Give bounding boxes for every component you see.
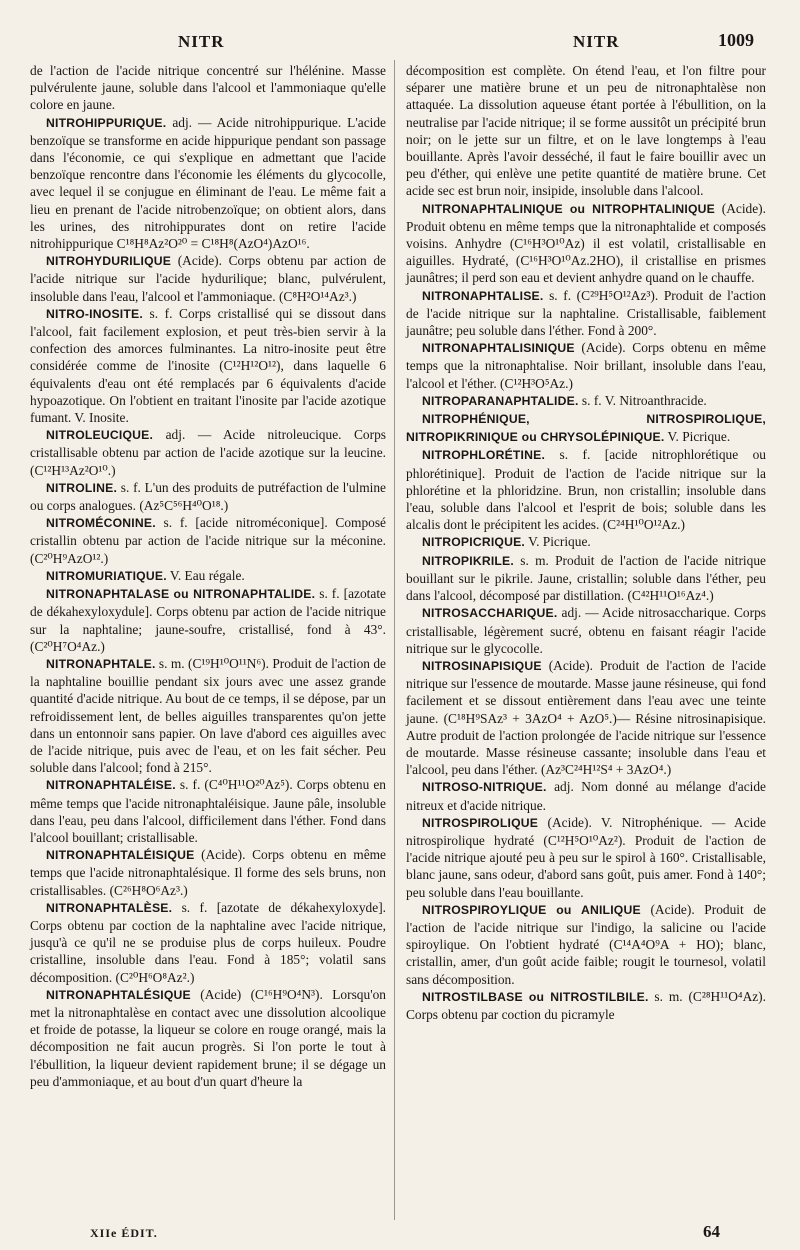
entry-text: V. Picrique. [525, 534, 591, 550]
entry-headword: NITROPICRIQUE. [422, 535, 526, 550]
dictionary-entry [406, 778, 766, 813]
entry-text: s. f. [acide nitrophlorétique ou phlorétinique]. Produit de l'action de l'acide nitrique sur la phlorétine et la phloridzine. Brun, non cristallin; insoluble dans l'eau, soluble dans l'alcool et l'esprit de bois; soluble dans les alcalis dont le précipitent les acides. (C²⁴H¹⁰O¹²Az.) [406, 447, 766, 533]
entry-headword: NITROHYDURILIQUE [46, 254, 172, 269]
entry-headword: NITROSPIROYLIQUE ou ANILIQUE [422, 902, 641, 917]
dictionary-entry [406, 604, 766, 657]
entry-headword: NITROSACCHARIQUE. [422, 606, 558, 621]
dictionary-entry [406, 814, 766, 901]
entry-text: s. m. Produit de l'action de l'acide nitrique bouillant sur le pikrile. Jaune, cristallin; soluble dans l'éther, peu dans l'alcool, décomposé par distillation. (C⁴²H¹¹O¹⁶Az⁴.) [406, 552, 766, 604]
entry-text: adj. — Acide nitrohippurique. L'acide benzoïque se transforme en acide hippurique pendant son passage dans l'économie, ce qui s'explique en admettant que l'acide benzoïque rencontre dans l'économie les éléments du glycocolle, avec lequel il se conjugue en éliminant de l'eau. Le même fait a lieu en prenant de l'acide nitrobenzoïque; on obtient alors, dans les urines, des nitrohippurates dont on retire l'acide nitrohippurique C¹⁸H⁸Az²O²⁰ = C¹⁸H⁸(AzO⁴)AzO¹⁶. [30, 114, 386, 252]
dictionary-entry [406, 410, 766, 446]
dictionary-entry [30, 655, 386, 776]
entry-text: (Acide). Produit de l'action de l'acide nitrique sur l'essence de moutarde. Masse jaune résineuse, qui fond facilement et se dissout entièrement dans l'eau avec une teinte jaune. (C¹⁸H⁹SAz³ + 3AzO⁴ + AzO⁵.)— Résine nitrosinapisique. Autre produit de l'action prolongée de l'acide nitrique sur l'essence de moutarde. Masse résineuse cassante; insoluble dans l'eau et l'alcool, peu dans l'éther. (Az³C²⁴H¹²S⁴ + 3AzO⁴.) [406, 657, 766, 778]
entry-headword: NITRONAPHTALISINIQUE [422, 341, 575, 356]
entry-text: (Acide). V. Nitrophénique. — Acide nitrospirolique hydraté (C¹²H⁵O¹⁰Az²). Produit de l'action de l'acide nitrique ajouté peu à peu sur le spirol à 160°. Cristallisable, blanc jaune, sans odeur, d'abord sans goût, puis amer. Fond à 140°; peu soluble dans l'eau bouillante. [406, 814, 766, 900]
dictionary-entry [406, 392, 766, 410]
entry-text: V. Eau régale. [166, 567, 245, 583]
entry-text: (Acide). Corps obtenu par action de l'acide nitrique sur l'acide hydurilique; blanc, pulvérulent, insoluble dans l'eau, l'alcool et l'ammoniaque. (C⁸H²O¹⁴Az³.) [30, 253, 386, 304]
entry-text: (Acide). Produit obtenu en même temps que la nitronaphtalide et composés voisins. Anhydre (C¹⁶H³O¹⁰Az) il est volatil, cristallisable en aiguilles. Hydraté, (C¹⁶H³O¹⁰Az.2HO), il cristallise en prismes jaunâtres; il perd son eau et devient anhydre quand on le chauffe. [406, 200, 766, 286]
entry-headword: NITROSINAPISIQUE [422, 658, 542, 673]
entry-headword: NITROPHÉNIQUE, NITROSPIROLIQUE, NITROPIKRINIQUE ou CHRYSOLÉPINIQUE. [406, 412, 766, 445]
dictionary-entry [30, 776, 386, 846]
dictionary-entry [30, 567, 386, 585]
entry-text: s. f. (C²⁹H⁵O¹²Az³). Produit de l'action de l'acide nitrique sur la naphtaline. Cristallisable, faiblement jaunâtre; peu soluble dans l'éther. Fond à 200°. [406, 287, 766, 339]
edition-note: XIIe ÉDIT. [90, 1226, 158, 1240]
entry-text: adj. — Acide nitroleucique. Corps cristallisable obtenu par action de l'acide azotique sur la leucine. (C¹²H¹³Az²O¹⁰.) [30, 427, 386, 478]
entry-headword: NITROSO-NITRIQUE. [422, 780, 547, 795]
entry-headword: NITROSPIROLIQUE [422, 815, 539, 830]
dictionary-entry [30, 252, 386, 305]
dictionary-entry [30, 585, 386, 655]
entry-text: s. m. (C¹⁹H¹⁰O¹¹N⁶). Produit de l'action de la naphtaline bouillie pendant six jours avec une assez grande quantité d'acide nitrique. Au bout de ce temps, il se dépose, par un refroidissement lent, de belles aiguilles transparentes qu'on jette dans un entonnoir sans papier. On lave d'abord ces aiguilles avec de l'acide nitrique, puis avec de l'eau, et on les fait sécher. Peu soluble dans l'alcool; fond à 215°. [30, 655, 386, 776]
entry-text: adj. Nom donné au mélange d'acide nitreux et d'acide nitrique. [406, 779, 766, 813]
dictionary-entry [406, 200, 766, 287]
entry-headword: NITROHIPPURIQUE. [46, 115, 167, 130]
entry-text: adj. — Acide nitrosaccharique. Corps cristallisable, légèrement sucré, obtenu en faisant réagir l'acide nitrique sur le glycocolle. [406, 605, 766, 656]
dictionary-entry [30, 426, 386, 479]
entry-headword: NITRO-INOSITE. [46, 306, 143, 321]
dictionary-entry [406, 287, 766, 340]
entry-headword: NITRONAPHTALÉISIQUE [46, 848, 195, 863]
dictionary-entry [406, 552, 766, 605]
dictionary-entry [30, 846, 386, 899]
entry-text: s. m. (C²⁸H¹¹O⁴Az). Corps obtenu par coction du picramyle [406, 988, 766, 1022]
entry-text: V. Picrique. [664, 429, 731, 445]
entry-headword: NITROLINE. [46, 480, 118, 495]
dictionary-entry [30, 514, 386, 567]
entry-headword: NITROSTILBASE ou NITROSTILBILE. [422, 989, 649, 1004]
dictionary-entry [30, 899, 386, 986]
right-column [406, 62, 766, 1023]
dictionary-entry [30, 479, 386, 514]
entry-headword: NITRONAPHTALÉISE. [46, 778, 176, 793]
entry-headword: NITRONAPHTALINIQUE ou NITROPHTALINIQUE [422, 201, 715, 216]
entry-headword: NITROMURIATIQUE. [46, 568, 167, 583]
entry-text: (Acide). Produit de l'action de l'acide nitrique sur l'indigo, la salicine ou l'acide spiroylique. On l'obtient hydraté (C¹⁴A⁴O⁹A + HO); blanc, cristallin, amer, d'un goût acide faible; rougit le tournesol, volatil sans décomposition. [406, 901, 767, 987]
entry-headword: NITRONAPHTALE. [46, 656, 156, 671]
entry-headword: NITROPHLORÉTINE. [422, 448, 546, 463]
entry-text: (Acide) (C¹⁶H⁹O⁴N³). Lorsqu'on met la nitronaphtalèse en contact avec une dissolution alcoolique et froide de potasse, la liqueur se colore en rouge orangé, mais la décomposition ne fait aucun progrès. Si l'on porte le tout à l'ébullition, la liqueur devient rapidement brune; il se dégage un peu d'ammoniaque, et au bout d'un quart d'heure la [30, 986, 386, 1089]
entry-headword: NITRONAPHTALÈSE. [46, 900, 173, 915]
dictionary-entry [30, 305, 386, 426]
entry-headword: NITROMÉCONINE. [46, 516, 156, 531]
dictionary-entry [406, 901, 766, 988]
dictionary-entry [30, 114, 386, 253]
dictionary-entry [406, 657, 766, 778]
entry-text: de l'action de l'acide nitrique concentré sur l'hélénine. Masse pulvérulente jaune, soluble dans l'alcool et l'ammoniaque qu'elle colore en jaune. [30, 63, 386, 113]
entry-headword: NITRONAPHTALASE ou NITRONAPHTALIDE. [46, 587, 316, 602]
running-head-right: NITR [573, 32, 620, 51]
page-number: 1009 [718, 30, 754, 50]
dictionary-entry [30, 986, 386, 1090]
dictionary-entry [406, 446, 766, 533]
dictionary-entry [406, 339, 766, 392]
entry-text: décomposition est complète. On étend l'eau, et l'on filtre pour séparer une matière brune et un peu de nitronaphtalèse non attaquée. La dissolution aqueuse étant portée à l'ébullition, on la neutralise par l'acide nitrique; il se forme aussitôt un précipité brun noir; on le jette sur un filtre, et on le lave longtemps à l'eau bouillante. Après l'avoir desséché, il faut le faire bouillir avec un peu d'éther, qui enlève une petite quantité de matière brune. Cet acide sec est brun noir, insipide, insoluble dans l'alcool. [406, 63, 766, 199]
left-column [30, 62, 386, 1090]
dictionary-entry [406, 533, 766, 551]
entry-text: s. f. [acide nitroméconique]. Composé cristallin obtenu par action de l'acide nitrique sur la méconine. (C²⁰H⁹AzO¹².) [30, 515, 386, 566]
entry-headword: NITROLEUCIQUE. [46, 428, 154, 443]
entry-text: (Acide). Corps obtenu en même temps que l'acide nitronaphtalésique. Il forme des sels bruns, non cristallisables. (C²⁶H⁸O⁶Az³.) [30, 847, 386, 898]
entry-text: s. f. [azotate de dékahexyloxydule]. Corps obtenu par action de l'acide nitrique sur la naphtaline; jaune-soufre, cristallisé, fond à 43°. (C²⁰H⁷O⁴Az.) [30, 586, 386, 654]
entry-headword: NITROPIKRILE. [422, 553, 514, 568]
dictionary-entry [406, 62, 766, 200]
column-divider [394, 60, 395, 1220]
entry-text: s. f. L'un des produits de putréfaction de l'ulmine ou corps analogues. (Az⁵C⁵⁶H⁴⁰O¹⁸.) [30, 479, 386, 514]
entry-text: (Acide). Corps obtenu en même temps que la nitronaphtalise. Noir brillant, insoluble dans l'eau, l'alcool et l'éther. (C¹²H³O⁵Az.) [406, 340, 766, 391]
entry-text: s. f. (C⁴⁰H¹¹O²⁰Az⁵). Corps obtenu en même temps que l'acide nitronaphtaléisique. Jaune pâle, insoluble dans l'eau, peu dans l'alcool, difficilement dans l'éther. Fond dans l'alcool bouillant; cristallisable. [30, 777, 386, 845]
entry-headword: NITRONAPHTALISE. [422, 288, 544, 303]
entry-headword: NITROPARANAPHTALIDE. [422, 393, 579, 408]
dictionary-entry [406, 988, 766, 1023]
entry-headword: NITRONAPHTALÉSIQUE [46, 987, 191, 1002]
entry-text: s. f. V. Nitroanthracide. [578, 392, 707, 408]
entry-text: s. f. [azotate de dékahexyloxyde]. Corps obtenu par coction de la naphtaline avec l'acide nitrique, jusqu'à ce qu'il ne se produise plus de corps huileux. Poudre cristalline, insoluble dans l'eau. Fond à 185°; volatil sans décomposition. (C²⁰H⁶O⁸Az².) [30, 899, 386, 985]
entry-text: s. f. Corps cristallisé qui se dissout dans l'alcool, fait facilement explosion, et peut très-bien servir à la confection des amorces fulminantes. La nitro-inosite peut être considérée comme de l'inosite (C¹²H¹²O¹²), dans laquelle 6 équivalents d'eau ont été remplacés par 6 équivalents d'acide hypoazotique. On l'obtient en traitant l'inosite par l'acide azotique fumant. V. Inosite. [30, 305, 386, 426]
running-head-left: NITR [178, 32, 225, 51]
signature-mark: 64 [703, 1222, 720, 1241]
dictionary-entry [30, 62, 386, 114]
